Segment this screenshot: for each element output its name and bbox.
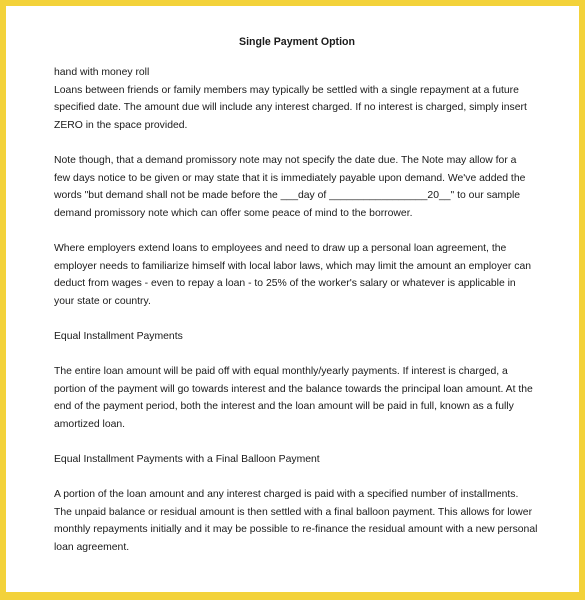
text-line: words "but demand shall not be made before the ___day of _________________20__" to our sample <box>54 190 521 202</box>
text-line: monthly repayments initially and it may be possible to re-finance the residual amount with a new personal <box>54 524 538 536</box>
paragraph-equal-installment <box>54 363 540 433</box>
text-line: specified date. The amount due will include any interest charged. If no interest is charged, simply insert <box>54 102 527 114</box>
heading-balloon-payment: Equal Installment Payments with a Final Balloon Payment <box>54 454 320 466</box>
text-line: The unpaid balance or residual amount is then settled with a final balloon payment. This allows for lower <box>54 506 533 518</box>
text-line: loan agreement. <box>54 542 130 554</box>
text-line: Where employers extend loans to employees and need to draw up a personal loan agreement, the <box>54 242 507 254</box>
text-line: demand promissory note which can offer some peace of mind to the borrower. <box>54 207 413 219</box>
text-line: ZERO in the space provided. <box>54 119 188 131</box>
text-line: A portion of the loan amount and any interest charged is paid with a specified number of installments. <box>54 489 519 501</box>
text-line: The entire loan amount will be paid off with equal monthly/yearly payments. If interest is charged, a <box>54 366 508 378</box>
text-line: your state or country. <box>54 295 151 307</box>
text-line: portion of the payment will go towards interest and the balance towards the principal loan amount. At the <box>54 383 533 395</box>
heading-equal-installment: Equal Installment Payments <box>54 330 183 342</box>
text-line: deduct from wages - even to repay a loan - to 25% of the worker's salary or whatever is applicable in <box>54 278 516 290</box>
paragraph-intro <box>54 64 540 134</box>
paragraph-demand-note <box>54 152 540 222</box>
document-page <box>54 34 540 574</box>
text-line: end of the payment period, both the interest and the loan amount will be paid in full, known as a fully <box>54 401 514 413</box>
text-line: hand with money roll <box>54 67 150 78</box>
text-line: Loans between friends or family members may typically be settled with a single repayment at a future <box>54 84 519 96</box>
text-line: amortized loan. <box>54 418 126 430</box>
document-title: Single Payment Option <box>239 36 355 48</box>
paragraph-employers <box>54 240 540 310</box>
text-line: few days notice to be given or may state that it is immediately payable upon demand. We've added the <box>54 172 526 184</box>
paragraph-balloon-payment <box>54 486 540 556</box>
text-line: employer needs to familiarize himself with local labor laws, which may limit the amount an employer can <box>54 260 532 272</box>
text-line: Note though, that a demand promissory note may not specify the date due. The Note may allow for a <box>54 154 517 166</box>
